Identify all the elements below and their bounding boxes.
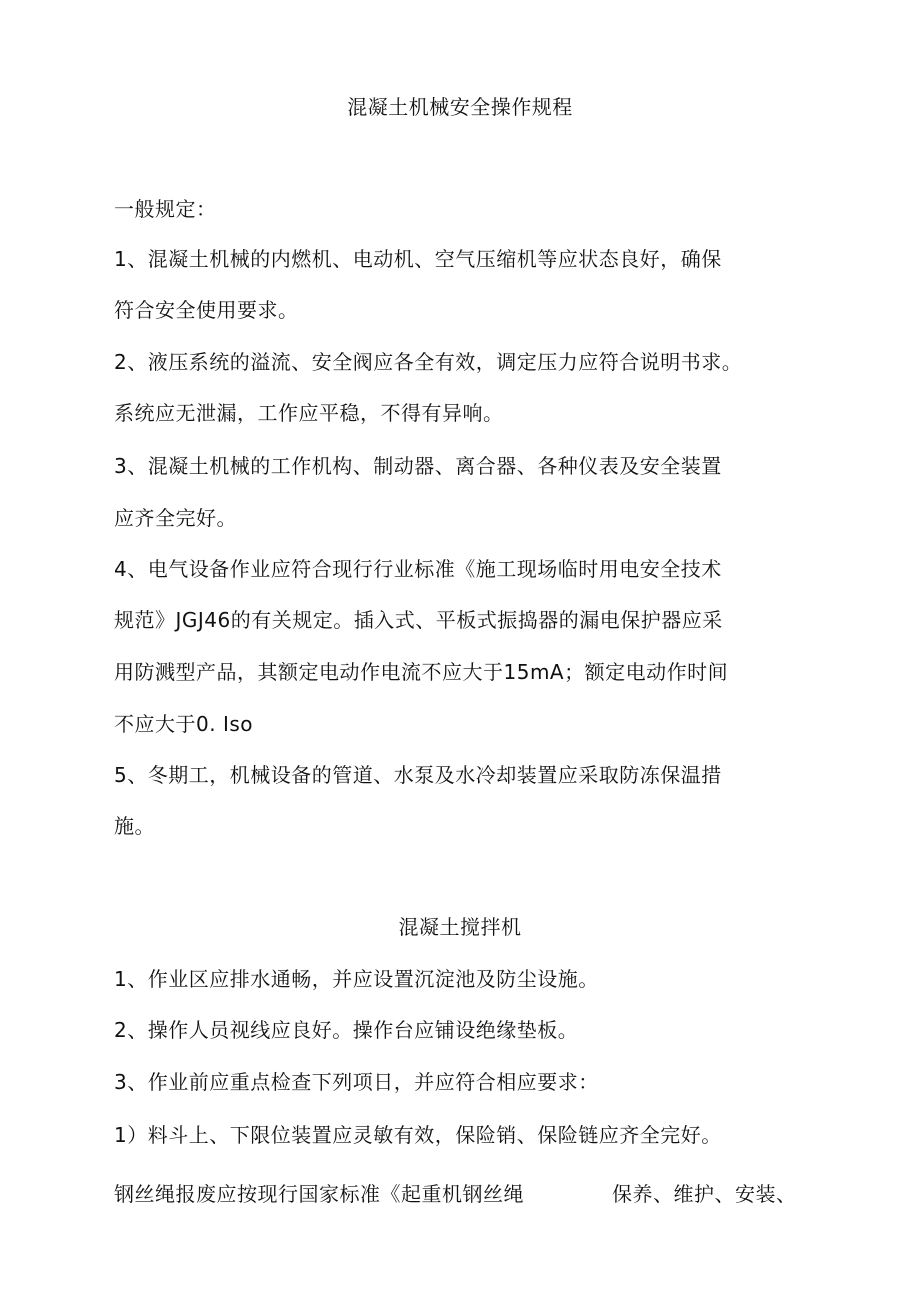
paragraph-line: 规范》JGJ46的有关规定。插入式、平板式振捣器的漏电保护器应采	[114, 608, 723, 632]
paragraph-line-left: 钢丝绳报废应按现行国家标准《起重机钢丝绳	[114, 1182, 524, 1206]
paragraph-line: 系统应无泄漏，工作应平稳，不得有异响。	[114, 401, 504, 425]
paragraph-line: 应齐全完好。	[114, 506, 237, 530]
paragraph-line: 1、作业区应排水通畅，并应设置沉淀池及防尘设施。	[114, 967, 599, 991]
paragraph-line: 符合安全使用要求。	[114, 298, 299, 322]
paragraph-line: 不应大于0. Iso	[114, 712, 253, 736]
paragraph-line: 5、冬期工，机械设备的管道、水泵及水冷却装置应采取防冻保温措	[114, 763, 722, 787]
paragraph-line: 用防溅型产品，其额定电动作电流不应大于15mA；额定电动作时间	[114, 660, 729, 684]
paragraph-line: 1）料斗上、下限位装置应灵敏有效，保险销、保险链应齐全完好。	[114, 1123, 722, 1147]
section-heading-general: 一般规定：	[114, 197, 217, 221]
paragraph-line: 1、混凝土机械的内燃机、电动机、空气压缩机等应状态良好，确保	[114, 247, 722, 271]
paragraph-line-right: 保养、维护、安装、	[612, 1182, 797, 1206]
paragraph-line: 3、作业前应重点检查下列项日，并应符合相应要求：	[114, 1070, 599, 1094]
paragraph-line: 2、操作人员视线应良好。操作台应铺设绝缘垫板。	[114, 1018, 579, 1042]
paragraph-line: 2、液压系统的溢流、安全阀应各全有效，调定压力应符合说明书求。	[114, 350, 743, 374]
paragraph-line: 4、电气设备作业应符合现行行业标准《施工现场临时用电安全技术	[114, 557, 722, 581]
paragraph-line: 施。	[114, 814, 155, 838]
section-heading-mixer: 混凝土搅拌机	[398, 915, 522, 939]
paragraph-line: 3、混凝土机械的工作机构、制动器、离合器、各种仪表及安全装置	[114, 454, 722, 478]
document-title: 混凝土机械安全操作规程	[347, 95, 573, 119]
